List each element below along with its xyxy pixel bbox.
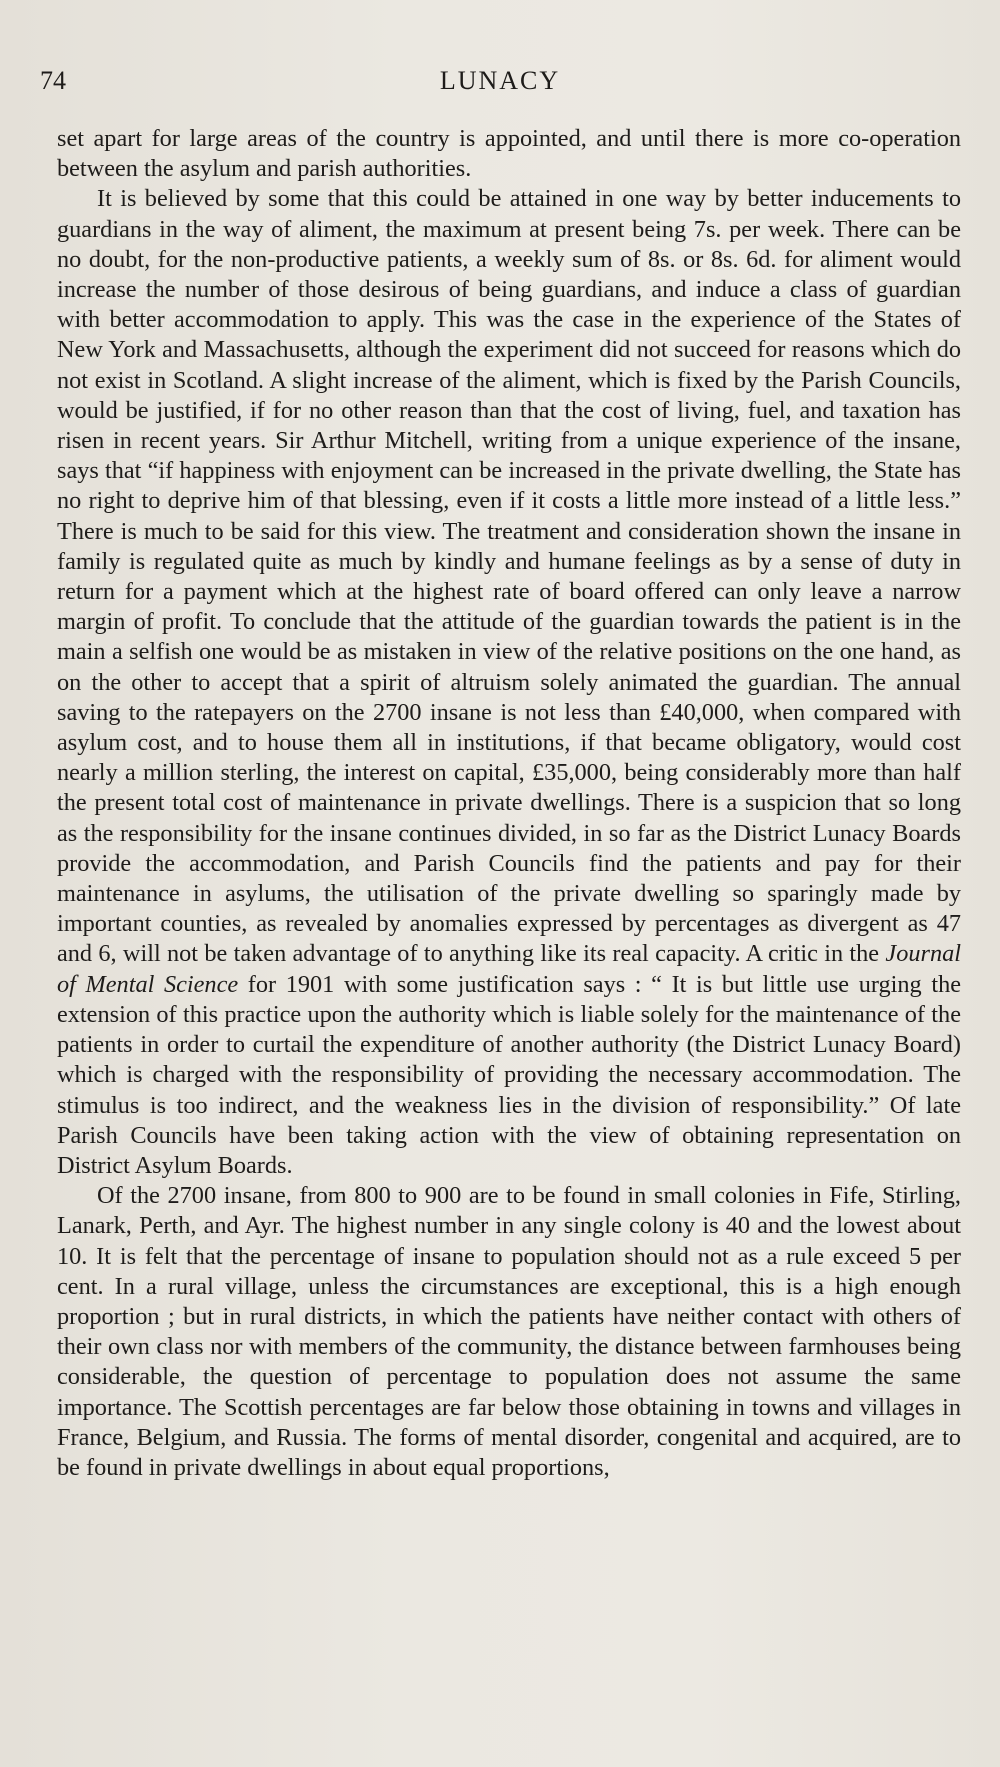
paragraph-continued: set apart for large areas of the country is appointed, and until there is more co-operation between the asylum and parish authorities. [57,125,961,183]
journal-title: Journal of Mental Science [57,940,961,998]
page-number: 74 [40,66,66,95]
paragraph-aliment-continued: for 1901 with some justification says : “ It is but little use urging the extension of this practice upon the authority which is liable solely for the maintenance of the patients in order to curtail the expenditure of another authority (the District Lunacy Board) which is charged with the responsibility of providing the necessary accommodation. The stimulus is too indirect, and the weakness lies in the division of responsibility.” Of late Parish Councils have been taking action with the view of obtaining representation on District Asylum Boards. [57,970,961,1179]
page-header [40,66,960,100]
paragraph-aliment [57,184,961,1181]
body-text [57,124,961,1483]
paragraph-aliment-text: It is believed by some that this could be attained in one way by better inducements to guardians in the way of aliment, the maximum at present being 7s. per week. There can be no doubt, for the non-productive patients, a weekly sum of 8s. or 8s. 6d. for aliment would increase the number of those desirous of being guardians, and induce a class of guardian with better accommodation to apply. This was the case in the experience of the States of New York and Massachusetts, although the experiment did not succeed for reasons which do not exist in Scotland. A slight increase of the aliment, which is fixed by the Parish Councils, would be justified, if for no other reason than that the cost of living, fuel, and taxation has risen in recent years. Sir Arthur Mitchell, writing from a unique experience of the insane, says that “if happiness with enjoyment can be increased in the private dwelling, the State has no right to deprive him of that blessing, even if it costs a little more instead of a little less.” There is much to be said for this view. The treatment and consideration shown the insane in family is regulated quite as much by kindly and humane feelings as by a sense of duty in return for a payment which at the highest rate of board offered can only leave a narrow margin of profit. To conclude that the attitude of the guardian towards the patient is in the main a selfish one would be as mistaken in view of the relative positions on the one hand, as on the other to accept that a spirit of altruism solely animated the guardian. The annual saving to the ratepayers on the 2700 insane is not less than £40,000, when compared with asylum cost, and to house them all in institutions, if that became obligatory, would cost nearly a million sterling, the interest on capital, £35,000, being considerably more than half the present total cost of maintenance in private dwellings. There is a suspicion that so long as the responsibility for the insane continues divided, in so far as the District Lunacy Boards provide the accommodation, and Parish Councils find the patients and pay for their maintenance in asylums, the utilisation of the private dwelling so sparingly made by important counties, as revealed by anomalies expressed by percentages as divergent as 47 and 6, will not be taken advantage of to anything like its real capacity. A critic in the [57,185,961,968]
paragraph-colonies: Of the 2700 insane, from 800 to 900 are to be found in small colonies in Fife, Stirling, Lanark, Perth, and Ayr. The highest number in any single colony is 40 and the lowest about 10. It is felt that the percentage of insane to population should not as a rule exceed 5 per cent. In a rural village, unless the circumstances are exceptional, this is a high enough proportion ; but in rural districts, in which the patients have neither contact with others of their own class nor with members of the community, the distance between farmhouses being considerable, the question of percentage to population does not assume the same importance. The Scottish percentages are far below those obtaining in towns and villages in France, Belgium, and Russia. The forms of mental disorder, congenital and acquired, are to be found in private dwellings in about equal proportions, [57,1182,961,1481]
running-head: LUNACY [439,66,561,95]
